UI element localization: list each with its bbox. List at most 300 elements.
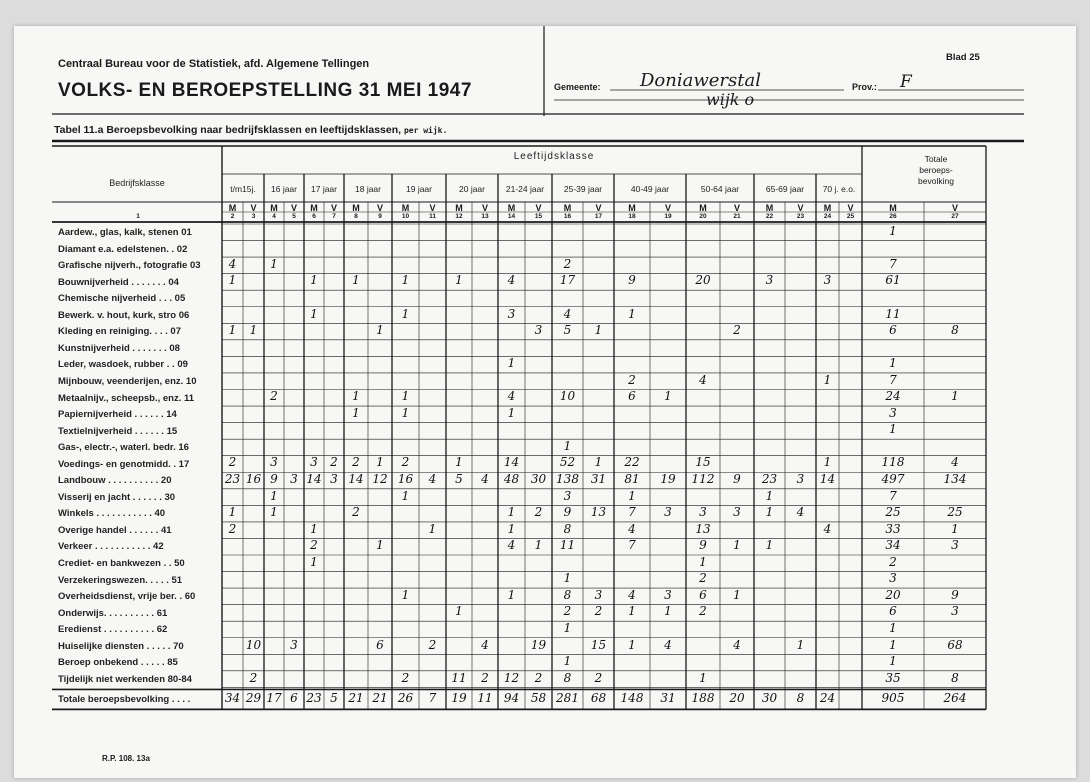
age-group-header: 17 jaar [311, 184, 337, 194]
cell-value: 1 [563, 571, 572, 586]
cell-value: 9 [951, 587, 959, 602]
row-label: Overige handel . . . . . . 41 [58, 524, 172, 536]
totale-line-2: beroeps- [919, 165, 953, 175]
cell-value: 4 [699, 372, 707, 387]
cell-value: 2 [401, 670, 410, 685]
cell-value: 264 [943, 690, 967, 705]
cell-value: 148 [620, 690, 644, 705]
row-label: Visserij en jacht . . . . . . 30 [58, 491, 176, 503]
blad-number: Blad 25 [946, 52, 980, 63]
cell-value: 1 [352, 389, 360, 404]
cell-value: 81 [624, 472, 640, 487]
sex-label: V [535, 203, 542, 213]
cell-value: 118 [881, 455, 905, 470]
cell-value: 3 [699, 505, 707, 520]
column-number: 23 [796, 213, 805, 220]
cell-value: 3 [290, 472, 298, 487]
cell-value: 9 [628, 273, 636, 288]
sex-label: V [664, 203, 671, 213]
cell-value: 1 [699, 554, 707, 569]
cell-value: 1 [664, 604, 672, 619]
column-number: 24 [823, 213, 832, 220]
sex-label: M [310, 203, 318, 213]
row-label: Huiselijke diensten . . . . . 70 [58, 640, 184, 652]
cell-value: 24 [885, 389, 901, 404]
table-grid [14, 26, 1076, 778]
cell-value: 2 [594, 604, 603, 619]
cell-value: 34 [885, 538, 901, 553]
sex-label: V [595, 203, 602, 213]
cell-value: 1 [507, 356, 516, 371]
row-label: Verzekeringswezen. . . . . 51 [58, 574, 183, 586]
age-group-header: 40-49 jaar [630, 184, 670, 194]
cell-value: 1 [628, 488, 636, 503]
row-label: Aardew., glas, kalk, stenen 01 [58, 227, 192, 238]
sex-label: M [699, 203, 707, 213]
cell-value: 4 [507, 389, 516, 404]
cell-value: 1 [310, 306, 318, 321]
cell-value: 1 [352, 273, 360, 288]
age-group-header: 18 jaar [355, 184, 381, 194]
cell-value: 6 [628, 389, 636, 404]
cell-value: 8 [951, 670, 959, 685]
cell-value: 2 [594, 670, 603, 685]
cell-value: 30 [530, 472, 547, 487]
cell-value: 30 [761, 690, 778, 705]
sex-label: V [330, 203, 337, 213]
cell-value: 1 [228, 323, 237, 338]
column-number: 9 [378, 213, 382, 220]
column-number: 25 [846, 213, 855, 220]
cell-value: 14 [348, 472, 364, 487]
cell-value: 2 [534, 670, 543, 685]
cell-value: 2 [534, 505, 543, 520]
row-label: Papiernijverheid . . . . . . 14 [58, 409, 177, 421]
totals-row-label: Totale beroepsbevolking . . . . [58, 694, 191, 706]
cell-value: 14 [306, 472, 322, 487]
cell-value: 11 [559, 538, 576, 553]
cell-value: 8 [796, 690, 805, 705]
cell-value: 4 [628, 521, 636, 536]
cell-value: 1 [376, 455, 384, 470]
cell-value: 4 [796, 505, 805, 520]
cell-value: 15 [695, 455, 711, 470]
cell-value: 23 [306, 690, 322, 705]
form-title: VOLKS- EN BEROEPSTELLING 31 MEI 1947 [58, 80, 472, 101]
cell-value: 1 [594, 455, 603, 470]
cell-value: 1 [428, 521, 437, 536]
cell-value: 2 [889, 554, 897, 569]
cell-value: 4 [481, 472, 489, 487]
row-label: Kunstnijverheid . . . . . . . 08 [58, 342, 180, 354]
form-code: R.P. 108. 13a [102, 754, 150, 763]
cell-value: 1 [733, 587, 741, 602]
cell-value: 2 [628, 372, 636, 387]
cell-value: 1 [270, 488, 278, 503]
cell-value: 3 [664, 505, 672, 520]
row-label: Onderwijs. . . . . . . . . . 61 [58, 607, 168, 619]
cell-value: 16 [397, 472, 414, 487]
cell-value: 1 [765, 505, 774, 520]
cell-value: 23 [224, 472, 241, 487]
cell-value: 4 [823, 521, 832, 536]
cell-value: 14 [819, 472, 836, 487]
row-label: Chemische nijverheid . . . 05 [58, 293, 186, 305]
sex-label: M [889, 203, 897, 213]
column-number: 3 [251, 213, 256, 220]
cell-value: 1 [507, 587, 516, 602]
cell-value: 2 [481, 670, 489, 685]
cell-value: 68 [590, 690, 607, 705]
gemeente-value: Doniawerstal [640, 70, 761, 91]
cell-value: 2 [428, 637, 437, 652]
cell-value: 1 [889, 223, 897, 238]
cell-value: 12 [372, 472, 388, 487]
cell-value: 24 [819, 690, 836, 705]
column-number: 14 [507, 213, 516, 220]
cell-value: 4 [507, 538, 516, 553]
cell-value: 1 [376, 538, 384, 553]
cell-value: 17 [266, 690, 282, 705]
cell-value: 4 [951, 455, 959, 470]
column-number: 10 [401, 213, 410, 220]
sex-label: M [352, 203, 360, 213]
cell-value: 8 [563, 521, 572, 536]
cell-value: 3 [310, 455, 318, 470]
row-label: Beroep onbekend . . . . . 85 [58, 657, 178, 669]
cell-value: 48 [503, 472, 520, 487]
cell-value: 1 [889, 654, 897, 669]
cell-value: 7 [428, 690, 437, 705]
cell-value: 10 [559, 389, 576, 404]
column-number: 15 [534, 213, 543, 220]
column-number: 1 [136, 213, 140, 220]
cell-value: 2 [352, 505, 360, 520]
sex-label: M [563, 203, 572, 213]
sex-label: V [847, 203, 854, 213]
cell-value: 20 [695, 273, 711, 288]
column-number: 26 [889, 213, 897, 220]
cell-value: 5 [330, 690, 338, 705]
cell-value: 21 [348, 690, 364, 705]
cell-value: 61 [885, 273, 901, 288]
cell-value: 1 [796, 637, 805, 652]
row-label: Leder, wasdoek, rubber . . 09 [58, 359, 188, 371]
cell-value: 3 [594, 587, 603, 602]
cell-value: 19 [660, 472, 676, 487]
cell-value: 1 [563, 654, 572, 669]
cell-value: 2 [699, 571, 707, 586]
row-label: Textielnijverheid . . . . . . 15 [58, 425, 178, 437]
table-title-suffix: per wijk. [403, 126, 448, 135]
cell-value: 1 [228, 505, 237, 520]
cell-value: 4 [481, 637, 489, 652]
cell-value: 3 [823, 273, 832, 288]
cell-value: 1 [951, 389, 959, 404]
cell-value: 3 [733, 505, 741, 520]
cell-value: 19 [530, 637, 547, 652]
cell-value: 1 [401, 405, 410, 420]
cell-value: 1 [270, 256, 278, 271]
sex-label: M [823, 203, 832, 213]
cell-value: 1 [733, 538, 741, 553]
cell-value: 33 [885, 521, 901, 536]
cell-value: 3 [951, 538, 959, 553]
sex-label: M [228, 203, 237, 213]
cell-value: 21 [372, 690, 388, 705]
cell-value: 11 [885, 306, 901, 321]
cell-value: 1 [534, 538, 543, 553]
bedrijfsklasse-header: Bedrijfsklasse [109, 178, 165, 188]
cell-value: 138 [556, 472, 579, 487]
cell-value: 3 [290, 637, 298, 652]
cell-value: 3 [563, 488, 572, 503]
cell-value: 2 [249, 670, 258, 685]
age-group-header: t/m15j. [230, 184, 256, 194]
cell-value: 31 [660, 690, 676, 705]
row-label: Overheidsdienst, vrije ber. . 60 [58, 591, 196, 603]
cell-value: 2 [270, 389, 278, 404]
row-label: Bewerk. v. hout, kurk, stro 06 [58, 309, 190, 321]
cell-value: 15 [590, 637, 607, 652]
cell-value: 3 [796, 472, 805, 487]
sex-label: V [733, 203, 740, 213]
row-label: Gas-, electr.-, waterl. bedr. 16 [58, 442, 189, 454]
cell-value: 1 [889, 422, 897, 437]
cell-value: 2 [228, 455, 237, 470]
prov-label: Prov.: [852, 82, 877, 92]
sex-label: V [376, 203, 383, 213]
column-number: 16 [563, 213, 572, 220]
cell-value: 1 [401, 389, 410, 404]
age-group-header: 20 jaar [459, 184, 485, 194]
cell-value: 1 [401, 306, 410, 321]
cell-value: 9 [733, 472, 741, 487]
cell-value: 9 [699, 538, 707, 553]
cell-value: 12 [503, 670, 520, 685]
cell-value: 29 [245, 690, 262, 705]
cell-value: 23 [761, 472, 778, 487]
cell-value: 31 [590, 472, 607, 487]
cell-value: 1 [823, 455, 832, 470]
cell-value: 2 [733, 323, 741, 338]
sex-label: M [628, 203, 636, 213]
cell-value: 13 [590, 505, 607, 520]
cell-value: 1 [889, 356, 897, 371]
column-number: 2 [230, 213, 235, 220]
cell-value: 1 [455, 455, 463, 470]
cell-value: 1 [765, 488, 774, 503]
cell-value: 52 [559, 455, 576, 470]
sex-label: V [481, 203, 488, 213]
wijk-value: wijk o [706, 90, 755, 109]
column-number: 7 [332, 213, 336, 220]
cell-value: 3 [534, 323, 543, 338]
sex-label: M [455, 203, 463, 213]
cell-value: 3 [270, 455, 278, 470]
leeftijdsklasse-header: Leeftijdsklasse [513, 151, 595, 162]
sex-label: V [951, 203, 958, 213]
cell-value: 8 [951, 323, 959, 338]
cell-value: 14 [503, 455, 520, 470]
cell-value: 25 [885, 505, 901, 520]
cell-value: 6 [290, 690, 298, 705]
cell-value: 4 [563, 306, 572, 321]
cell-value: 1 [889, 620, 897, 635]
cell-value: 4 [628, 587, 636, 602]
column-number: 8 [354, 213, 358, 220]
cell-value: 1 [401, 587, 410, 602]
cell-value: 17 [559, 273, 576, 288]
cell-value: 35 [885, 670, 901, 685]
cell-value: 905 [881, 690, 905, 705]
cell-value: 1 [951, 521, 959, 536]
cell-value: 4 [507, 273, 516, 288]
column-number: 6 [312, 213, 316, 220]
cell-value: 5 [563, 323, 572, 338]
sex-label: M [507, 203, 516, 213]
cell-value: 6 [889, 323, 897, 338]
row-label: Diamant e.a. edelstenen. . 02 [58, 243, 188, 255]
cell-value: 34 [224, 690, 241, 705]
age-group-header: 70 j. e.o. [822, 184, 856, 194]
row-label: Winkels . . . . . . . . . . . 40 [58, 508, 166, 520]
sex-label: M [401, 203, 410, 213]
cell-value: 3 [951, 604, 959, 619]
cell-value: 8 [563, 670, 572, 685]
row-label: Verkeer . . . . . . . . . . . 42 [58, 541, 164, 553]
totale-line-3: bevolking [918, 176, 954, 186]
cell-value: 1 [401, 488, 410, 503]
age-group-header: 25-39 jaar [563, 184, 603, 194]
gemeente-label: Gemeente: [554, 82, 601, 92]
cell-value: 1 [455, 273, 463, 288]
row-label: Crediet- en bankwezen . . 50 [58, 558, 185, 569]
cell-value: 1 [594, 323, 603, 338]
cell-value: 11 [451, 670, 467, 685]
cell-value: 7 [889, 488, 897, 503]
column-number: 18 [628, 213, 636, 220]
cell-value: 1 [765, 538, 774, 553]
cell-value: 1 [352, 405, 360, 420]
cell-value: 1 [628, 306, 636, 321]
cell-value: 4 [733, 637, 741, 652]
sex-label: M [765, 203, 774, 213]
cell-value: 4 [228, 256, 237, 271]
cell-value: 1 [376, 323, 384, 338]
cell-value: 1 [563, 620, 572, 635]
cell-value: 1 [889, 637, 897, 652]
column-number: 12 [455, 213, 463, 220]
cell-value: 1 [507, 405, 516, 420]
cell-value: 1 [228, 273, 237, 288]
cell-value: 497 [881, 472, 905, 487]
column-number: 13 [481, 213, 489, 220]
cell-value: 22 [624, 455, 640, 470]
cell-value: 1 [664, 389, 672, 404]
cell-value: 13 [695, 521, 711, 536]
cell-value: 16 [245, 472, 262, 487]
prov-value: F [900, 72, 912, 92]
cell-value: 11 [477, 690, 493, 705]
sex-label: M [270, 203, 278, 213]
sex-label: V [429, 203, 436, 213]
cell-value: 20 [729, 690, 745, 705]
sex-label: V [290, 203, 297, 213]
cell-value: 2 [563, 256, 572, 271]
cell-value: 19 [451, 690, 467, 705]
cell-value: 1 [563, 438, 572, 453]
cell-value: 58 [530, 690, 547, 705]
row-label: Grafische nijverh., fotografie 03 [58, 260, 201, 272]
cell-value: 1 [401, 273, 410, 288]
cell-value: 1 [628, 637, 636, 652]
column-number: 11 [429, 213, 436, 220]
row-label: Metaalnijv., scheepsb., enz. 11 [58, 392, 195, 404]
row-label: Tijdelijk niet werkenden 80-84 [58, 673, 192, 685]
row-label: Kleding en reiniging. . . . 07 [58, 326, 181, 338]
census-form-sheet [14, 26, 1076, 778]
cell-value: 1 [310, 273, 318, 288]
cell-value: 1 [249, 323, 258, 338]
cell-value: 134 [943, 472, 967, 487]
column-number: 20 [699, 213, 707, 220]
totale-line-1: Totale [924, 154, 948, 164]
cell-value: 3 [507, 306, 516, 321]
cell-value: 1 [507, 505, 516, 520]
cell-value: 1 [628, 604, 636, 619]
cell-value: 9 [563, 505, 572, 520]
column-number: 21 [733, 213, 741, 220]
cell-value: 1 [270, 505, 278, 520]
age-group-header: 65-69 jaar [765, 184, 805, 194]
row-label: Bouwnijverheid . . . . . . . 04 [58, 276, 179, 288]
cell-value: 3 [889, 405, 897, 420]
cell-value: 2 [563, 604, 572, 619]
cell-value: 6 [889, 604, 897, 619]
cell-value: 1 [507, 521, 516, 536]
cell-value: 3 [889, 571, 897, 586]
column-number: 27 [951, 213, 959, 220]
cell-value: 188 [691, 690, 715, 705]
sex-label: V [797, 203, 804, 213]
cell-value: 1 [455, 604, 463, 619]
cell-value: 6 [699, 587, 707, 602]
cell-value: 3 [765, 273, 774, 288]
cell-value: 2 [228, 521, 237, 536]
age-group-header: 21-24 jaar [505, 184, 545, 194]
cell-value: 20 [885, 587, 901, 602]
cell-value: 7 [628, 538, 636, 553]
cell-value: 2 [401, 455, 410, 470]
column-number: 19 [664, 213, 672, 220]
cell-value: 1 [310, 554, 318, 569]
age-group-header: 50-64 jaar [700, 184, 740, 194]
cell-value: 5 [455, 472, 463, 487]
cell-value: 7 [628, 505, 636, 520]
cell-value: 112 [691, 472, 715, 487]
table-title-main: Tabel 11.a Beroepsbevolking naar bedrijfsklassen en leeftijdsklassen, [54, 124, 402, 136]
cell-value: 2 [310, 538, 318, 553]
row-label: Landbouw . . . . . . . . . . 20 [58, 475, 172, 487]
cell-value: 2 [699, 604, 707, 619]
cell-value: 6 [376, 637, 384, 652]
cell-value: 2 [330, 455, 338, 470]
row-label: Mijnbouw, veenderijen, enz. 10 [58, 375, 197, 387]
cell-value: 281 [556, 690, 579, 705]
column-number: 17 [594, 213, 603, 220]
cell-value: 26 [397, 690, 414, 705]
